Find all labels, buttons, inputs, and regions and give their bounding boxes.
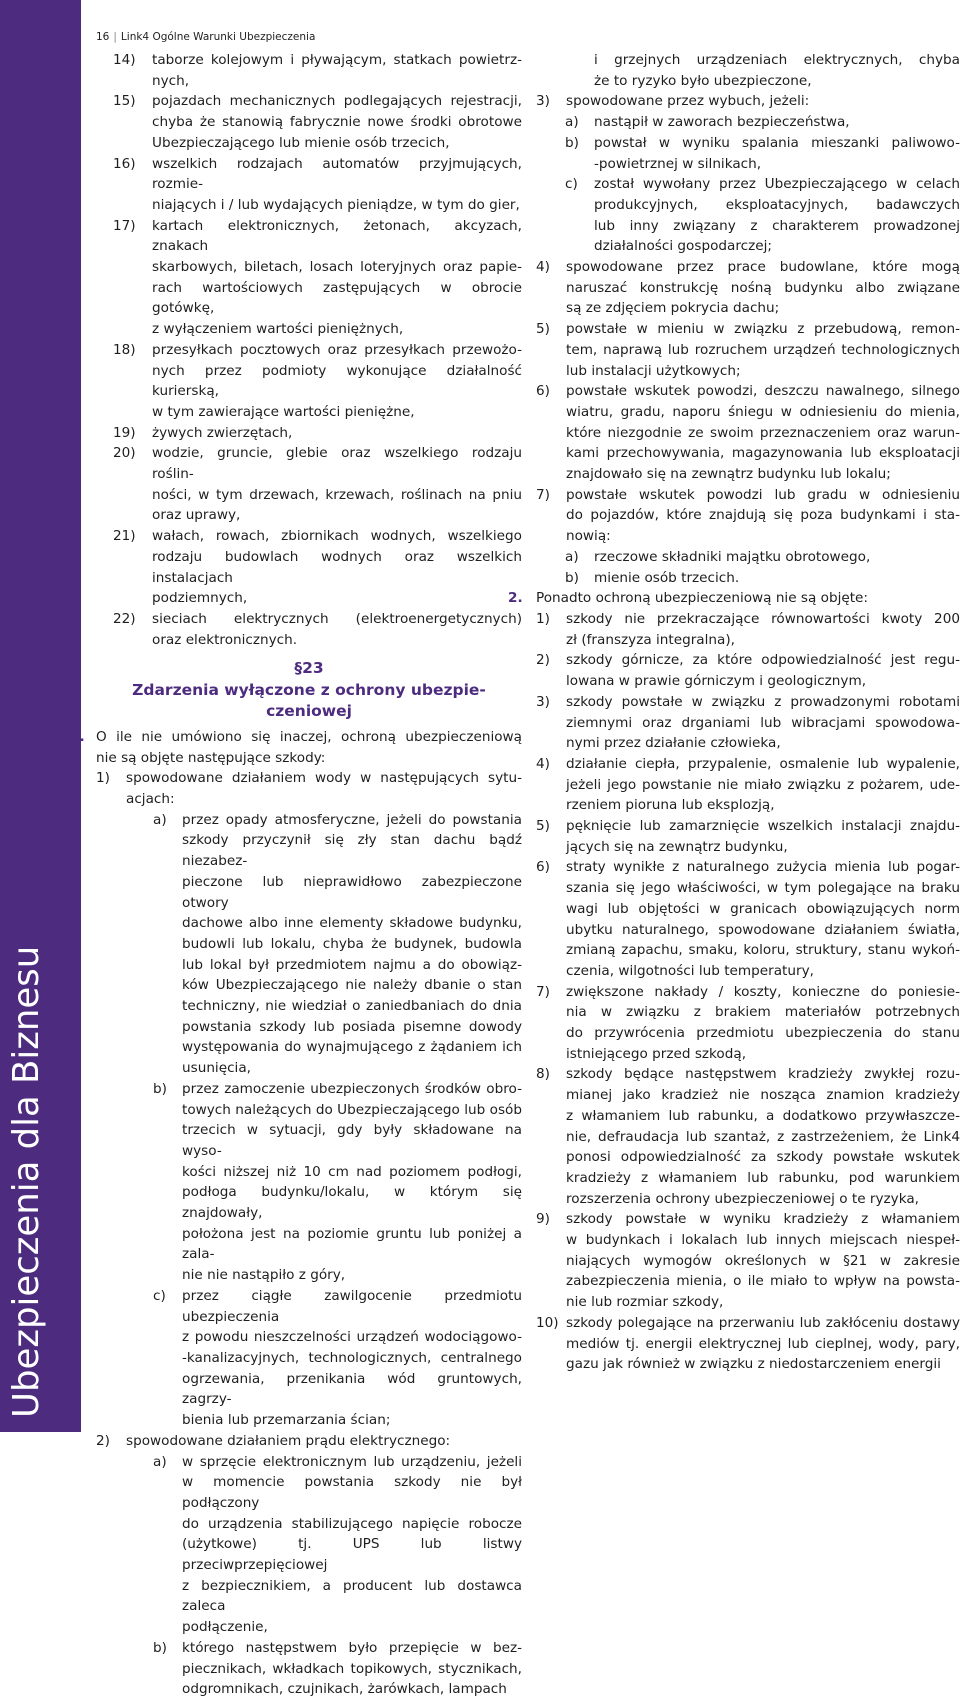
clause-2b-letter: b) — [153, 1639, 167, 1656]
text-line: nowią: — [566, 528, 611, 545]
text-line: nych, — [152, 72, 190, 89]
text-line: ków Ubezpieczającego nie należy dbanie o stan — [182, 977, 522, 994]
clause-1a — [96, 810, 522, 1079]
exclusion-item — [96, 609, 522, 650]
text-line: z bezpiecznikiem, a producent lub dostawca zaleca — [182, 1577, 522, 1615]
excluded-damage-item-text — [566, 857, 960, 981]
text-line: wałach, rowach, zbiornikach wodnych, wszelkiego — [152, 528, 522, 545]
clause-1c-text — [182, 1286, 522, 1431]
clause-2a-letter: a) — [153, 1453, 167, 1470]
text-line: O ile nie umówiono się inaczej, ochroną ubezpieczeniową — [96, 728, 522, 745]
clause-r7 — [508, 485, 960, 547]
text-line: niających i / lub wydających pieniądze, w tym do gier, — [152, 196, 520, 213]
exclusion-item-text — [152, 609, 522, 650]
exclusion-item — [96, 340, 522, 423]
exclusion-item-text — [152, 154, 522, 216]
excluded-damage-item — [508, 857, 960, 981]
text-line: nie są objęte następujące szkody: — [96, 749, 326, 766]
text-line: gazu jak również w związku z niedostarczeniem energii — [566, 1356, 941, 1373]
exclusion-item-text — [152, 526, 522, 609]
text-line: taborze kolejowym i pływającym, statkach powietrz- — [152, 52, 522, 68]
exclusion-item-number: 19) — [113, 424, 136, 441]
text-line: pojazdach mechanicznych podlegających rejestracji, — [152, 93, 522, 110]
clause-r7a-text — [594, 547, 960, 568]
text-line: przez ciągłe zawilgocenie przedmiotu ubezpieczenia — [182, 1287, 522, 1325]
excluded-damage-item-number: 8) — [536, 1066, 550, 1083]
text-line: sieciach elektrycznych (elektroenergetycznych) — [152, 610, 522, 627]
text-line: lowana w prawie górniczym i geologicznym, — [566, 673, 867, 690]
text-line: nych przez podmioty wykonujące działalność kurierską, — [152, 362, 522, 400]
clause-r3-number: 3) — [536, 93, 550, 110]
text-line: towych należących do Ubezpieczającego lub osób — [182, 1101, 522, 1118]
text-line: budowli lub lokalu, chyba że budynek, budowla — [182, 935, 522, 952]
text-line: lub instalacji użytkowych; — [566, 362, 741, 379]
clause-2b — [96, 1638, 522, 1700]
text-line: ubytku naturalnego, spowodowane działaniem światła, — [566, 921, 960, 938]
text-line: kradzieży z włamaniem lub rabunku, pod warunkiem — [566, 1169, 960, 1186]
clause-1-number: 1) — [96, 770, 110, 787]
text-line: odgromnikach, czujnikach, żarówkach, lampach — [182, 1681, 507, 1698]
exclusion-item — [96, 50, 522, 91]
clause-1c — [96, 1286, 522, 1431]
side-title: Ubezpieczenia dla Biznesu — [6, 945, 47, 1418]
text-line: wodzie, gruncie, glebie oraz wszelkiego rodzaju roślin- — [152, 445, 522, 483]
exclusion-item-number: 15) — [113, 93, 136, 110]
clause-1b — [96, 1079, 522, 1286]
exclusion-item-text — [152, 216, 522, 340]
text-line: znajdowało się na zewnątrz budynku lub lokalu; — [566, 466, 891, 483]
text-line: spowodowane przez prace budowlane, które mogą — [566, 259, 960, 276]
excluded-damage-item-text — [566, 609, 960, 650]
excluded-damage-item-number: 4) — [536, 755, 550, 772]
text-line: nie, defraudacja lub szantaż, z zastrzeżeniem, że Link4 — [566, 1128, 960, 1145]
exclusion-item — [96, 526, 522, 609]
text-line: powstałe wskutek powodzi, deszczu nawalnego, silnego — [566, 383, 960, 400]
exclusion-item — [96, 91, 522, 153]
exclusion-item — [96, 443, 522, 526]
text-line: podłoga budynku/lokalu, w którym się znajdowały, — [182, 1184, 522, 1222]
text-line: nia w związku z brakiem materiałów potrzebnych — [566, 1004, 960, 1021]
text-line: działanie ciepła, przypalenie, osmalenie lub wypalenie, — [566, 755, 960, 772]
text-line: działalności gospodarczej; — [594, 238, 772, 255]
clause-2-number: 2) — [96, 1432, 110, 1449]
excluded-damage-item — [508, 692, 960, 754]
items-b-list — [536, 609, 960, 1375]
text-line: mianej jako kradzież nie nosząca znamion kradzieży — [566, 1087, 960, 1104]
text-line: naruszać konstrukcję nośną budynku albo związane — [566, 279, 960, 296]
text-line: tem, naprawą lub rozruchem urządzeń technologicznych — [566, 341, 960, 358]
text-line: niających wymogów określonych w §21 w zakresie — [566, 1252, 960, 1269]
clause-r5-number: 5) — [536, 321, 550, 338]
text-line: nymi przez działanie człowieka, — [566, 735, 781, 752]
paragraph-2-number: 2. — [508, 590, 523, 607]
text-line: mediów tj. energii elektrycznej lub cieplnej, wody, pary, — [566, 1335, 960, 1352]
text-line: spowodowane przez wybuch, jeżeli: — [566, 93, 810, 110]
text-line: żywych zwierzętach, — [152, 424, 293, 441]
paragraph-1-number: 1. — [70, 728, 85, 745]
clause-2b-text — [182, 1638, 522, 1700]
text-line: -kanalizacyjnych, technologicznych, centralnego — [182, 1349, 522, 1366]
text-line: powstał w wyniku spalania mieszanki paliwowo- — [594, 134, 960, 151]
clause-1b-letter: b) — [153, 1080, 167, 1097]
clause-r7-number: 7) — [536, 486, 550, 503]
excluded-damage-item-number: 9) — [536, 1211, 550, 1228]
running-title: Link4 Ogólne Warunki Ubezpieczenia — [120, 31, 316, 43]
exclusion-item-number: 21) — [113, 528, 136, 545]
text-line: oraz uprawy, — [152, 507, 241, 524]
clause-2a-text — [182, 1452, 522, 1638]
clause-r4 — [508, 257, 960, 319]
text-line: ziemnymi oraz drganiami lub wibracjami spowodowa- — [566, 714, 960, 731]
clause-r7a — [508, 547, 960, 568]
section-title-line-1: Zdarzenia wyłączone z ochrony ubezpie- — [132, 680, 486, 699]
clause-r3a — [508, 112, 960, 133]
text-line: ności, w tym drzewach, krzewach, roślinach na pniu — [152, 486, 522, 503]
clause-1c-letter: c) — [153, 1287, 166, 1304]
text-line: mienie osób trzecich. — [594, 569, 740, 586]
text-line: piecznikach, wkładkach topikowych, stycznikach, — [182, 1660, 522, 1677]
left-column — [70, 50, 522, 1700]
clause-r3-text — [566, 91, 960, 112]
exclusion-item-number: 22) — [113, 610, 136, 627]
clause-r6-number: 6) — [536, 383, 550, 400]
text-line: spowodowane działaniem prądu elektrycznego: — [126, 1432, 451, 1449]
text-line: nie lub rozmiar szkody, — [566, 1294, 724, 1311]
text-line: zabezpieczenia mienia, o ile miało to wpływ na powsta- — [566, 1273, 960, 1290]
excluded-damage-item — [508, 609, 960, 650]
clause-1a-letter: a) — [153, 811, 167, 828]
clause-1a-text — [182, 810, 522, 1079]
excluded-damage-item-number: 7) — [536, 983, 550, 1000]
clause-r3a-letter: a) — [565, 114, 579, 131]
excluded-damage-item-text — [566, 816, 960, 857]
text-line: wiatru, gradu, naporu śniegu w odniesieniu do mienia, — [566, 403, 960, 420]
running-header — [96, 31, 315, 43]
clause-r4-text — [566, 257, 960, 319]
text-line: w tym zawierające wartości pieniężne, — [152, 403, 415, 420]
text-line: pieczone lub nieprawidłowo zabezpieczone otwory — [182, 873, 522, 911]
text-line: do pojazdów, które znajdują się poza budynkami i sta- — [566, 507, 960, 524]
text-line: wszelkich rodzajach automatów przyjmujących, rozmie- — [152, 155, 522, 193]
clause-r3b-text — [594, 133, 960, 174]
text-line: ponosi odpowiedzialność za szkody powstałe wskutek — [566, 1149, 960, 1166]
text-line: kartach elektronicznych, żetonach, akcyzach, znakach — [152, 217, 522, 255]
text-line: lub lokal był przedmiotem najmu a do obowiąz- — [182, 956, 522, 973]
items-a-list — [96, 50, 522, 650]
text-line: podziemnych, — [152, 590, 248, 607]
text-line: że to ryzyko było ubezpieczone, — [594, 72, 812, 89]
text-line: acjach: — [126, 791, 175, 807]
clause-1-text — [126, 768, 522, 809]
excluded-damage-item — [508, 816, 960, 857]
text-line: oraz elektronicznych. — [152, 631, 298, 648]
clause-r3b — [508, 133, 960, 174]
exclusion-item-text — [152, 50, 522, 91]
exclusion-item-text — [152, 443, 522, 526]
excluded-damage-item — [508, 650, 960, 691]
excluded-damage-item — [508, 1209, 960, 1313]
text-line: przez opady atmosferyczne, jeżeli do powstania — [182, 811, 522, 828]
clause-r7b — [508, 568, 960, 589]
text-line: szkody przyczynił się zły stan dachu bądź niezabez- — [182, 832, 522, 870]
text-line: zmianą zapachu, smaku, koloru, struktury, stanu wykoń- — [566, 942, 960, 959]
clause-r3a-text — [594, 112, 960, 133]
text-line: do urządzenia stabilizującego napięcie robocze — [182, 1515, 522, 1532]
text-line: które niezgodnie ze swoim przeznaczeniem oraz warun- — [566, 424, 960, 441]
clause-r7b-text — [594, 568, 960, 589]
text-line: chyba że stanowią fabrycznie nowe środki obrotowe — [152, 114, 522, 131]
text-line: w momencie powstania szkody nie był podłączony — [182, 1474, 522, 1511]
paragraph-1-text — [96, 727, 522, 768]
text-line: nastąpił w zaworach bezpieczeństwa, — [594, 114, 850, 131]
text-line: z wyłączeniem wartości pieniężnych, — [152, 321, 404, 338]
text-line: rzeniem pioruna lub eksplozją, — [566, 797, 775, 814]
text-line: Ponadto ochroną ubezpieczeniową nie są objęte: — [536, 590, 868, 607]
text-line: są ze zdjęciem pokrycia dachu; — [566, 300, 780, 317]
clause-1b-text — [182, 1079, 522, 1286]
text-line: dachowe albo inne elementy składowe budynku, — [182, 915, 522, 932]
text-line: przez zamoczenie ubezpieczonych środków obro- — [182, 1080, 522, 1097]
exclusion-item — [96, 154, 522, 216]
text-line: z włamaniem lub rabunku, a dodatkowo przywłaszcze- — [566, 1107, 960, 1124]
clause-r3c-text — [594, 174, 960, 257]
excluded-damage-item-text — [566, 650, 960, 691]
text-line: szania się jego właściwości, w tym polegające na braku — [566, 880, 960, 897]
page-number: 16 — [96, 31, 110, 43]
excluded-damage-item-text — [566, 1313, 960, 1375]
exclusion-item-number: 16) — [113, 155, 136, 172]
text-line: w budynkach i lokalach lub innych miejscach niespeł- — [566, 1232, 960, 1249]
exclusion-item — [96, 216, 522, 340]
text-line: zł (franszyza integralna), — [566, 631, 735, 648]
continuation — [508, 50, 960, 91]
text-line: występowania do wynajmującego z żądaniem ich — [182, 1039, 522, 1056]
excluded-damage-item-number: 1) — [536, 610, 550, 627]
excluded-damage-item — [508, 982, 960, 1065]
text-line: techniczny, nie wiedział o zaniedbaniach do dnia — [182, 998, 522, 1015]
clause-r3b-letter: b) — [565, 134, 579, 151]
excluded-damage-item-number: 6) — [536, 859, 550, 876]
clause-2a — [96, 1452, 522, 1638]
header-separator: | — [113, 31, 117, 43]
clause-r3c-letter: c) — [565, 176, 578, 193]
excluded-damage-item-text — [566, 692, 960, 754]
text-line: produkcyjnych, eksploatacyjnych, badawczych — [594, 196, 960, 213]
text-line: skarbowych, biletach, losach loteryjnych oraz papie- — [152, 259, 522, 276]
text-line: straty wynikłe z naturalnego zużycia mienia lub pogar- — [566, 859, 960, 876]
clause-2-text — [126, 1431, 522, 1452]
section-title-line-2: czeniowej — [266, 702, 352, 721]
clause-r7-text — [566, 485, 960, 547]
text-line: kami przechowywania, magazynowania lub eksploatacji — [566, 445, 960, 462]
text-line: zwiększone nakłady / koszty, konieczne do poniesie- — [566, 983, 960, 1000]
text-line: nie nie nastąpiło z góry, — [182, 1267, 346, 1284]
clause-r7b-letter: b) — [565, 569, 579, 586]
text-line: powstałe wskutek powodzi lub gradu w odniesieniu — [566, 486, 960, 503]
exclusion-item-text — [152, 423, 522, 444]
clause-r7a-letter: a) — [565, 548, 579, 565]
excluded-damage-item-number: 3) — [536, 693, 550, 710]
text-line: ogrzewania, przenikania wód gruntowych, zagrzy- — [182, 1370, 522, 1408]
exclusion-item — [96, 423, 522, 444]
excluded-damage-item-number: 2) — [536, 652, 550, 669]
text-line: szkody powstałe w związku z prowadzonymi robotami — [566, 693, 960, 710]
excluded-damage-item-number: 5) — [536, 818, 550, 835]
clause-r5-text — [566, 319, 960, 381]
clause-r6-text — [566, 381, 960, 485]
clause-r5 — [508, 319, 960, 381]
text-line: w sprzęcie elektronicznym lub urządzeniu, jeżeli — [182, 1453, 522, 1470]
text-line: rzeczowe składniki majątku obrotowego, — [594, 548, 871, 565]
text-line: przesyłkach pocztowych oraz przesyłkach przewożo- — [152, 341, 522, 358]
clause-1 — [96, 768, 522, 809]
text-line: którego następstwem było przepięcie w bez- — [182, 1639, 522, 1656]
excluded-damage-item-number: 10) — [536, 1314, 559, 1331]
excluded-damage-item — [508, 754, 960, 816]
text-line: rozszerzenia ochrony ubezpieczeniowej o te ryzyka, — [566, 1190, 919, 1207]
exclusion-item-text — [152, 340, 522, 423]
excluded-damage-item-text — [566, 754, 960, 816]
text-line: powstania szkody lub posiada pisemne dowody — [182, 1018, 522, 1035]
text-line: położona jest na poziomie gruntu lub poniżej a zala- — [182, 1225, 522, 1263]
text-line: jących się na zewnątrz budynku, — [566, 838, 788, 855]
clause-2 — [96, 1431, 522, 1452]
text-line: i grzejnych urządzeniach elektrycznych, chyba — [594, 52, 960, 68]
text-line: kości niższej niż 10 cm nad poziomem podłogi, — [182, 1163, 522, 1180]
right-column — [508, 50, 960, 1375]
text-line: rodzaju budowlach wodnych oraz wszelkich instalacjach — [152, 548, 522, 586]
text-line: szkody powstałe w wyniku kradzieży z włamaniem — [566, 1211, 960, 1228]
clause-r3c — [508, 174, 960, 257]
continuation-text — [594, 50, 960, 91]
text-line: bienia lub przemarzania ścian; — [182, 1412, 391, 1429]
text-line: szkody polegające na przerwaniu lub zakłóceniu dostawy — [566, 1314, 960, 1331]
paragraph-2 — [508, 588, 960, 609]
text-line: szkody nie przekraczające równowartości kwoty 200 — [566, 610, 960, 627]
text-line: powstałe w mieniu w związku z przebudową, remon- — [566, 321, 960, 338]
text-line: z powodu nieszczelności urządzeń wodociągowo- — [182, 1329, 522, 1346]
text-line: podłączenie, — [182, 1619, 268, 1636]
paragraph-1 — [70, 727, 522, 768]
text-line: szkody górnicze, za które odpowiedzialność jest regu- — [566, 652, 960, 669]
exclusion-item-number: 14) — [113, 52, 136, 68]
text-line: istniejącego przed szkodą, — [566, 1045, 747, 1062]
side-band — [0, 0, 81, 1432]
excluded-damage-item-text — [566, 1064, 960, 1209]
text-line: czenia, wilgotności lub temperatury, — [566, 962, 814, 979]
text-line: usunięcia, — [182, 1060, 251, 1077]
text-line: wagi lub objętości w granicach obowiązujących norm — [566, 900, 960, 917]
text-line: został wywołany przez Ubezpieczającego w celach — [594, 176, 960, 193]
text-line: (użytkowe) tj. UPS lub listwy przeciwprzepięciowej — [182, 1536, 522, 1574]
excluded-damage-item-text — [566, 1209, 960, 1313]
text-line: Ubezpieczającego lub mienie osób trzecich, — [152, 134, 450, 151]
excluded-damage-item — [508, 1313, 960, 1375]
excluded-damage-item-text — [566, 982, 960, 1065]
exclusion-item-number: 18) — [113, 341, 136, 358]
text-line: pęknięcie lub zamarznięcie wszelkich instalacji znajdu- — [566, 818, 960, 835]
section-number: §23 — [294, 659, 324, 678]
text-line: szkody będące następstwem kradzieży zwykłej rozu- — [566, 1066, 960, 1083]
exclusion-item-text — [152, 91, 522, 153]
text-line: rach wartościowych zastępujących w obrocie gotówkę, — [152, 279, 522, 317]
clause-r3 — [508, 91, 960, 112]
excluded-damage-item — [508, 1064, 960, 1209]
clause-r4-number: 4) — [536, 259, 550, 276]
text-line: jeżeli jego powstanie nie miało związku z pożarem, ude- — [566, 776, 960, 793]
exclusion-item-number: 20) — [113, 445, 136, 462]
text-line: do przywrócenia przedmiotu ubezpieczenia do stanu — [566, 1025, 960, 1042]
text-line: -powietrznej w silnikach, — [594, 155, 762, 172]
clause-r6 — [508, 381, 960, 485]
text-line: lub inny związany z charakterem prowadzonej — [594, 217, 960, 234]
paragraph-2-text — [536, 588, 960, 609]
text-line: spowodowane działaniem wody w następujących sytu- — [126, 770, 522, 787]
text-line: trzecich w sytuacji, gdy były składowane na wyso- — [182, 1122, 522, 1159]
exclusion-item-number: 17) — [113, 217, 136, 234]
